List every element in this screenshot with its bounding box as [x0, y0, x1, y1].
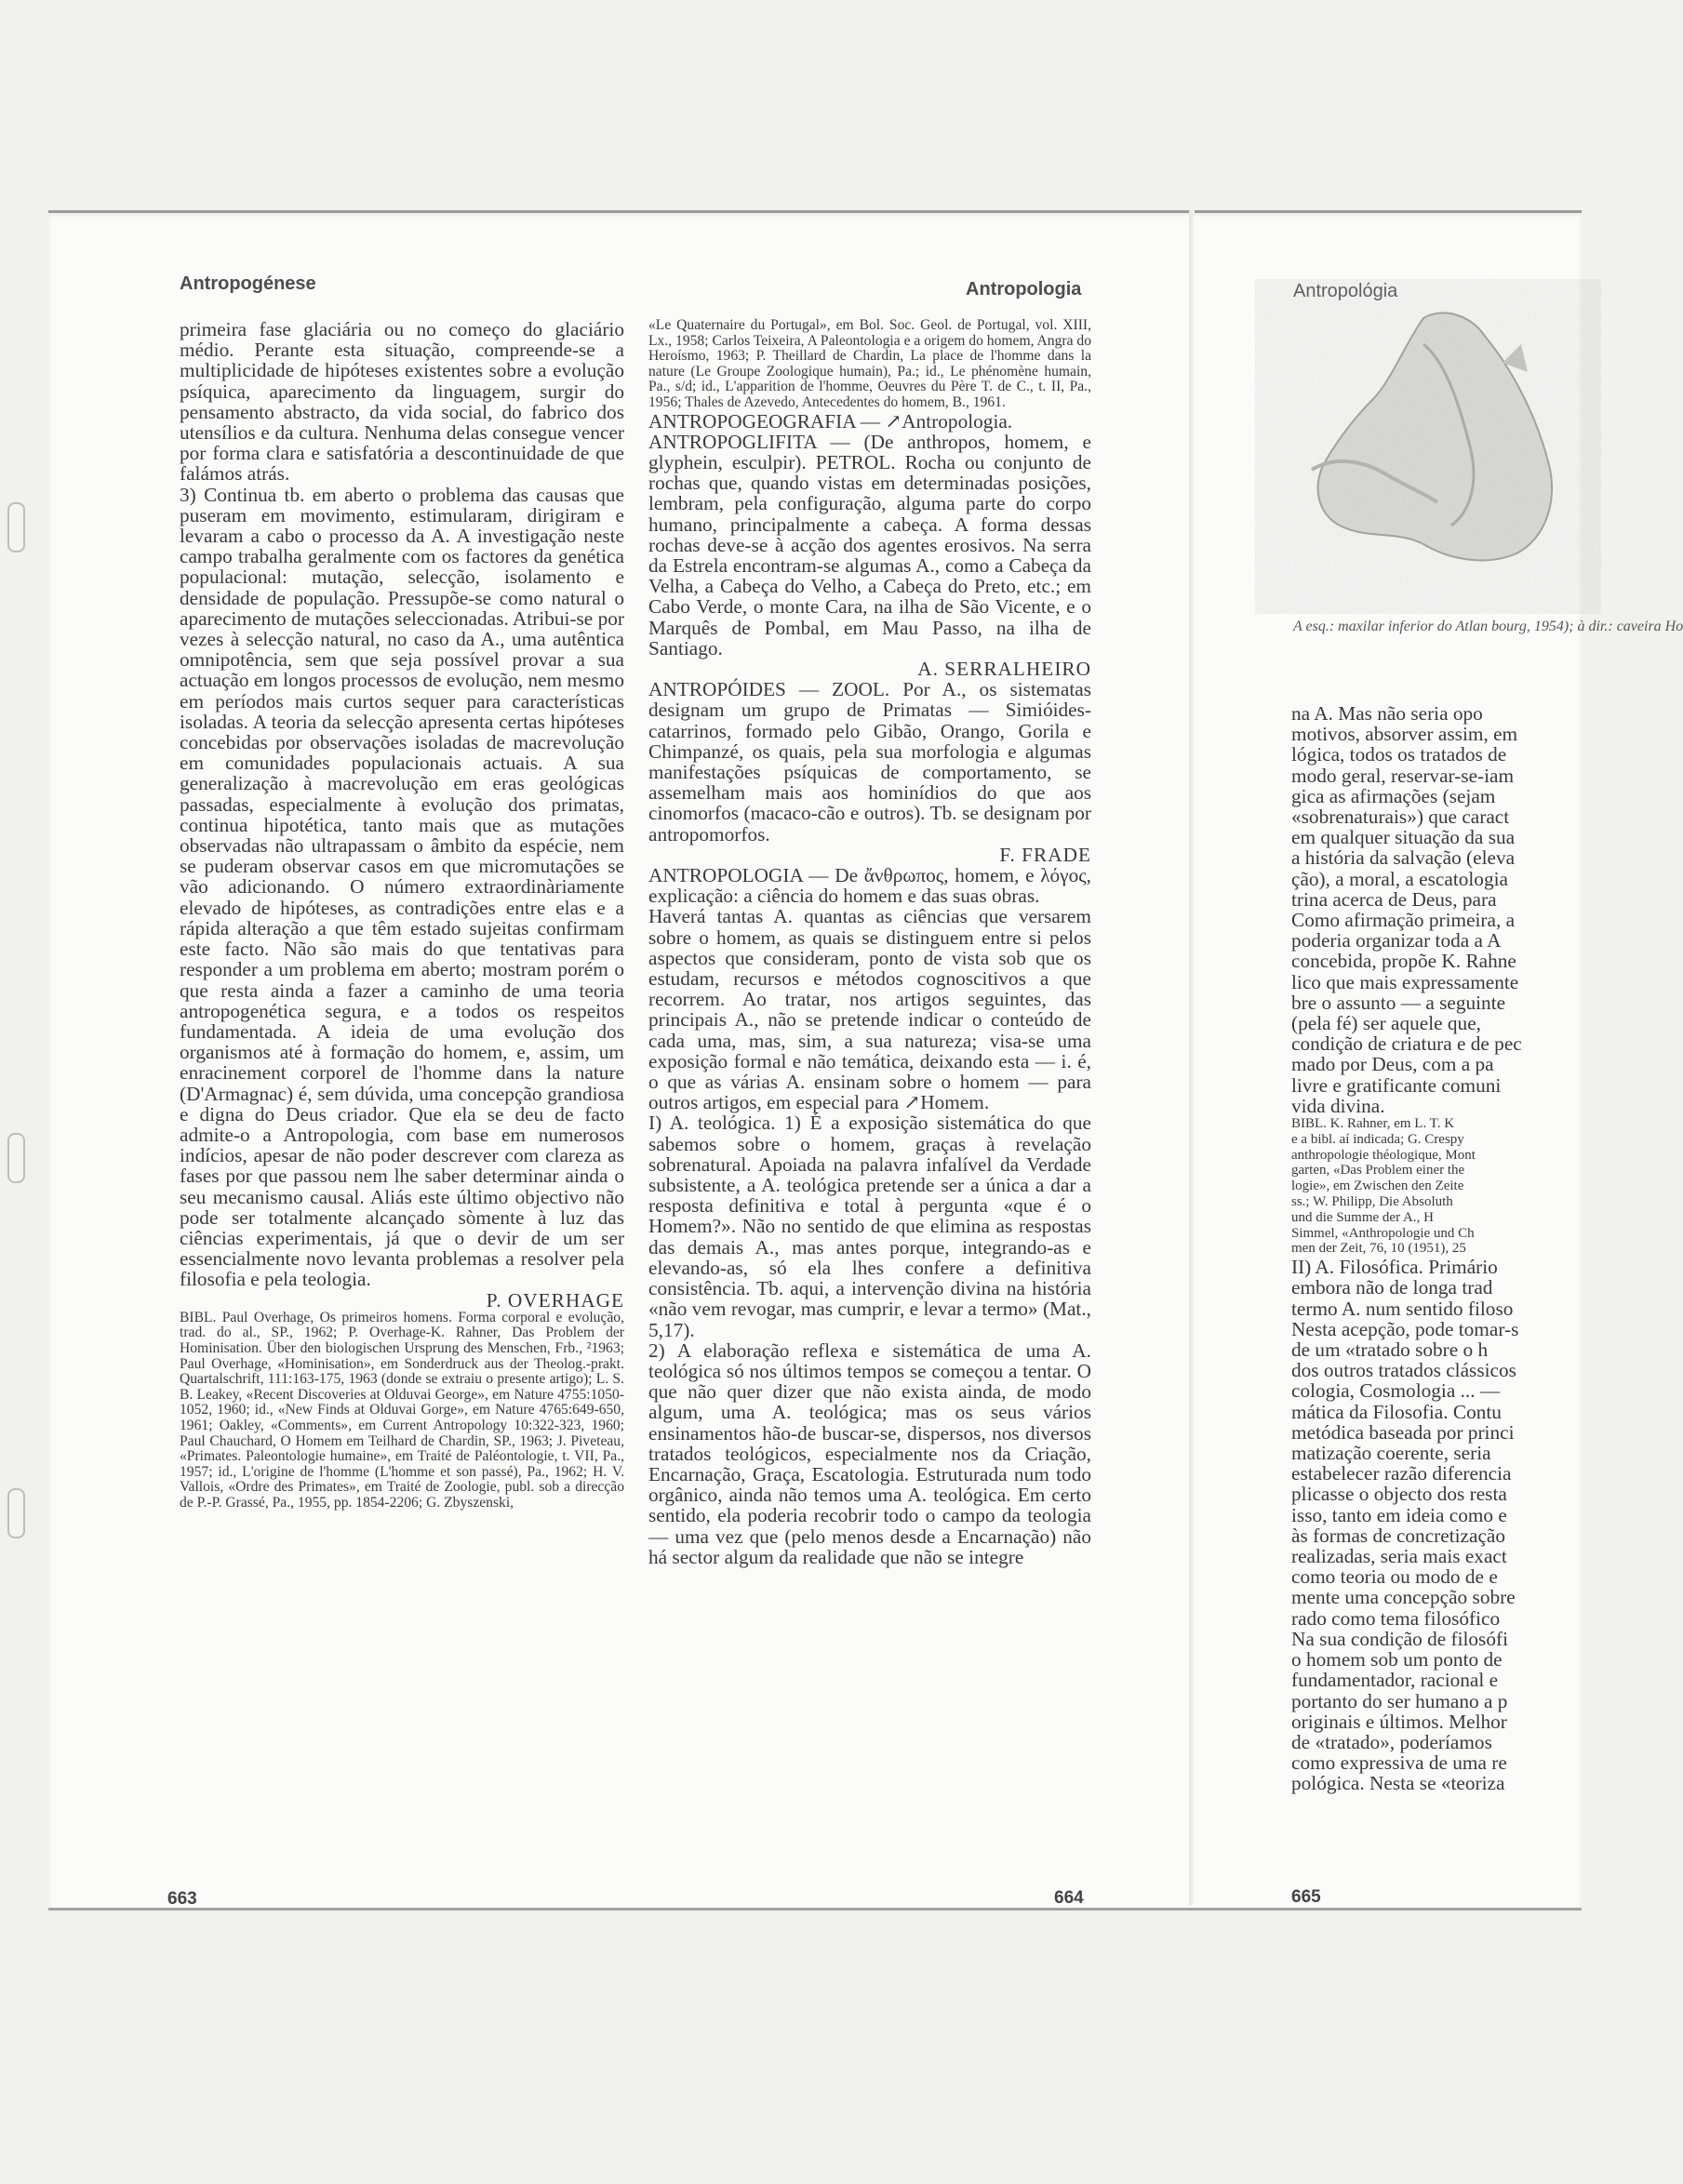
text-line: men der Zeit, 76, 10 (1951), 25: [1291, 1241, 1466, 1257]
text-line: trina acerca de Deus, para: [1291, 887, 1497, 911]
text-line: matização coerente, seria: [1291, 1442, 1491, 1465]
text-line: (pela fé) ser aquele que,: [1291, 1012, 1481, 1035]
paragraph: 2) A elaboração reflexa e sistemática de uma A. teológica só nos últimos tempos se começou a tentar. O que não quer dizer que não exista ainda, de modo algum, uma A. teológica; mas os seus vários ensinamentos hão-de buscar-se, dispersos, nos diversos tratados teológicos, especialmente nos da Criação, Encarnação, Graça, Escatologia. Estruturada num todo orgânico, ainda não temos uma A. teológica. Em certo sentido, ela poderia recobrir todo o campo da teologia — uma vez que (pelo menos desde a Encarnação) não há sector algum da realidade que não se integre: [648, 1338, 1091, 1568]
column-right: [1291, 703, 1570, 1794]
text-line: mática da Filosofia. Contu: [1291, 1400, 1502, 1423]
text-line: pológica. Nesta se «teoriza: [1291, 1772, 1505, 1795]
bibliography: «Le Quaternaire du Portugal», em Bol. Soc. Geol. de Portugal, vol. XIII, Lx., 1958; Carlos Teixeira, A Paleontologia e a origem do homem, Angra do Heroísmo, 1963; P. Theillard de Chardin, La place de l'homme dans la nature (Le Groupe Zoologique humain), Pa.; id., Le phénomène humain, Pa., s/d; id., L'apparition de l'homme, Oeuvres du Père T. de C., t. II, Pa., 1956; Thales de Azevedo, Antecedentes do homem, B., 1961.: [648, 317, 1091, 410]
text-line: portanto do ser humano a p: [1291, 1689, 1508, 1712]
author-signature: P. OVERHAGE: [486, 1288, 624, 1312]
text-line: a história da salvação (eleva: [1291, 846, 1516, 870]
page-number-right: 665: [1291, 1887, 1321, 1907]
text-line: motivos, absorver assim, em: [1291, 723, 1518, 746]
text-line: plicasse o objecto dos resta: [1291, 1483, 1507, 1506]
text-line: na A. Mas não seria opo: [1291, 702, 1483, 725]
text-line: concebida, propõe K. Rahne: [1291, 950, 1516, 973]
entry-antropologia: ANTROPOLOGIA — De ἄνθρωπος, homem, e λόγος, explicação: a ciência do homem e das suas obras.: [648, 864, 1091, 908]
text-line: realizadas, seria mais exact: [1291, 1545, 1507, 1568]
text-line: de «tratado», poderíamos: [1291, 1730, 1492, 1753]
text-line: lico que mais expressamente: [1291, 970, 1519, 993]
text-line: em qualquer situação da sua: [1291, 826, 1516, 849]
text-line: às formas de concretização: [1291, 1524, 1505, 1547]
text-line: ção), a moral, a escatologia: [1291, 867, 1508, 890]
text-line: cologia, Cosmologia ... —: [1291, 1379, 1501, 1403]
running-head-right: Antropológia: [1293, 281, 1398, 301]
paragraph: primeira fase glaciária ou no começo do glaciário médio. Perante esta situação, compreende-se a multiplicidade de hipóteses existentes sobre a evolução psíquica, aparecimento da linguagem, surgir do pensamento abstracto, da vida social, do fabrico dos utensílios e da cultura. Nenhuma delas consegue vencer por forma clara e satisfatória a descontinuidade de que falámos atrás.: [180, 318, 624, 486]
text-line: embora não de longa trad: [1291, 1276, 1493, 1299]
text-line: o homem sob um ponto de: [1291, 1648, 1503, 1671]
paragraph: Haverá tantas A. quantas as ciências que versarem sobre o homem, as quais se distinguem entre si pelos aspectos que consideram, ponto de vista sob que os estudam, recursos e métodos cognoscitivos a que recorrem. Ao tratar, nos artigos seguintes, das principais A., não se pretende indicar o conteúdo de cada uma, mas, sim, a sua natureza; visa-se uma exposição formal e não temática, deixando esta — i. é, o que as várias A. ensinam sobre o homem — para outros artigos, em especial para ↗Homem.: [648, 905, 1091, 1114]
running-head-center: Antropologia: [966, 279, 1082, 300]
column-center: [648, 318, 1091, 1567]
text-line: anthropologie théologique, Mont: [1291, 1147, 1476, 1163]
text-line: livre e gratificante comuni: [1291, 1073, 1502, 1097]
bibliography: BIBL. Paul Overhage, Os primeiros homens. Forma corporal e evolução, trad. do al., SP., 1962; P. Overhage-K. Rahner, Das Problem der Hominisation. Über den biologischen Ursprung des Menschen, Frb., ²1963; Paul Overhage, «Hominisation», em Sonderdruck aus der Theolog.-prakt. Quartalschrift, 111:163-175, 1963 (donde se extraiu o presente artigo); L. S. B. Leakey, «Recent Discoveries at Olduvai George», em Nature 4755:1050-1052, 1960; id., «New Finds at Olduvai Gorge», em Nature 4765:649-650, 1961; Oakley, «Comments», em Current Antropology 10:322-323, 1960; Paul Chauchard, O Homem em Teilhard de Chardin, SP., 1963; J. Piveteau, «Primates. Paleontologie humaine», em Traité de Paléontologie, t. VII, Pa., 1957; id., L'origine de l'homme (L'homme et son passé), Pa., 1962; H. V. Vallois, «Ordre des Primates», em Traité de Zoologie, publ. sob a direcção de P.-P. Grassé, Pa., 1955, pp. 1854-2206; G. Zbyszenski,: [180, 1309, 624, 1511]
text-line: und die Summe der A., H: [1291, 1209, 1434, 1225]
page-fold: [1189, 210, 1195, 1905]
binder-hole: [7, 1488, 25, 1538]
paragraph: 3) Continua tb. em aberto o problema das causas que puseram em movimento, estimularam, dirigiram e levaram a cabo o processo da A. A investigação neste campo trabalha geralmente com os factores da genética populacional: mutação, selecção, isolamento e densidade de população. Pressupõe-se como natural o aparecimento de mutações seleccionadas. Atribui-se por vezes à selecção natural, no caso da A., uma autêntica omnipotência, sem que seja possível provar a sua actuação em longos processos de evolução, nem mesmo em períodos mais curtos sequer para características isoladas. A teoria da selecção apresenta certas hipóteses concebidas por observações isoladas de macrevolução em comunidades populacionais actuais. A sua generalização à macrevolução em eras geológicas passadas, especialmente à evolução dos primatas, continua hipotética, tanto mais que as mutações observadas não ultrapassam o âmbito da espécie, nem se puderam observar casos em que micromutações se vão adicionando. O número extraordinàriamente elevado de hipóteses, as contradições entre elas e a rápida alteração a que têm estado sujeitas confirmam este facto. Não são mais do que tentativas para responder a um problema em aberto; mostram porém o que resta ainda a fazer a caminho de uma teoria antropogenética segura, e a todos os respeitos fundamentada. A ideia de uma evolução dos organismos até à formação do homem, e, assim, um enracinement corporel de l'homme dans la nature (D'Armagnac) é, sem dúvida, uma concepção grandiosa e digna do Deus criador. Que ela se deu de facto admite-o a Antropologia, com base em numerosos indícios, apesar de não poder descrever com clareza as fases por que passou nem lhe saber determinar ainda o seu mecanismo causal. Aliás este último objectivo não pode ser totalmente alcançado sòmente à luz das ciências experimentais, já que o devir de um ser essencialmente novo levanta problemas a resolver pela filosofia e pela teologia.: [180, 483, 624, 1291]
text-line: mado por Deus, com a pa: [1291, 1053, 1494, 1076]
text-line: dos outros tratados clássicos: [1291, 1359, 1516, 1382]
text-line: termo A. num sentido filoso: [1291, 1297, 1514, 1320]
text-line: Na sua condição de filosófi: [1291, 1627, 1509, 1650]
text-line: poderia organizar toda a A: [1291, 929, 1502, 952]
text-line: mente uma concepção sobre: [1291, 1586, 1516, 1609]
text-line: ss.; W. Philipp, Die Absoluth: [1291, 1194, 1453, 1210]
text-line: como teoria ou modo de e: [1291, 1565, 1498, 1589]
text-line: rado como tema filosófico: [1291, 1606, 1501, 1630]
binder-hole: [7, 502, 25, 553]
binder-hole: [7, 1133, 25, 1183]
author-signature: F. FRADE: [999, 843, 1091, 866]
text-line: logie», em Zwischen den Zeite: [1291, 1179, 1464, 1194]
text-line: Nesta acepção, pode tomar-s: [1291, 1317, 1519, 1340]
entry-antropoides: ANTROPÓIDES — ZOOL. Por A., os sistematas designam um grupo de Primatas — Simióides-catarrinos, formado pelo Gibão, Orango, Gorila e Chimpanzé, os quais, pela sua morfologia e algumas manifestações psíquicas de comportamento, se assemelham mais aos hominídios do que aos cinomorfos (macaco-cão e outros). Tb. se designam por antropomorfos.: [648, 678, 1091, 846]
page-number-left: 663: [167, 1889, 197, 1909]
text-line: de um «tratado sobre o h: [1291, 1338, 1489, 1362]
text-line: estabelecer razão diferencia: [1291, 1462, 1512, 1485]
text-line: lógica, todos os tratados de: [1291, 743, 1507, 766]
page-number-center: 664: [1054, 1888, 1084, 1908]
figure-caption: A esq.: maxilar inferior do Atlan bourg, 1954); à dir.: caveira Ho: [1293, 619, 1683, 634]
paragraph: I) A. teológica. 1) É a exposição sistemática do que sabemos sobre o homem, graças à revelação sobrenatural. Apoiada na palavra infalível da Verdade subsistente, a A. teológica pretende ser a única a dar a resposta definitiva e total à pergunta «que é o Homem?». Não no sentido de que elimina as respostas das demais A., mas antes porque, integrando-as e elevando-as, só ela lhes confere a definitiva consistência. Tb. aqui, a intervenção divina na história «não vem revogar, mas cumprir, e levar a termo» (Mat., 5,17).: [648, 1112, 1091, 1341]
entry-antropoglifita: ANTROPOGLIFITA — (De anthropos, homem, e glyphein, esculpir). PETROL. Rocha ou conjunto de rochas que, quando vistas em determinadas posições, lembram, pela configuração, alguma parte do corpo humano, principalmente a cabeça. A forma dessas rochas deve-se à acção dos agentes erosivos. Na serra da Estrela encontram-se algumas A., como a Cabeça da Velha, a Cabeça do Velho, a Cabeça do Preto, etc.; em Cabo Verde, o monte Cara, na ilha de São Vicente, e o Marquês de Pombal, em Mau Passo, na ilha de Santiago.: [648, 430, 1091, 659]
text-line: metódica baseada por princi: [1291, 1420, 1515, 1444]
skull-fossil-image: [1284, 307, 1572, 586]
text-line: II) A. Filosófica. Primário: [1291, 1256, 1498, 1279]
text-line: Simmel, «Anthropologie und Ch: [1291, 1225, 1475, 1241]
running-head-left: Antropogénese: [180, 273, 316, 294]
text-line: Como afirmação primeira, a: [1291, 909, 1516, 932]
text-line: garten, «Das Problem einer the: [1291, 1163, 1465, 1179]
text-line: «sobrenaturais») que caract: [1291, 806, 1510, 829]
text-line: BIBL. K. Rahner, em L. T. K: [1291, 1116, 1455, 1132]
text-line: condição de criatura e de pec: [1291, 1032, 1522, 1056]
text-line: fundamentador, racional e: [1291, 1669, 1499, 1692]
text-line: vida divina.: [1291, 1094, 1385, 1117]
text-line: isso, tanto em ideia como e: [1291, 1503, 1507, 1526]
text-line: modo geral, reservar-se-iam: [1291, 764, 1515, 787]
entry-antropogeografia: ANTROPOGEOGRAFIA — ↗Antropologia.: [648, 409, 1013, 433]
text-line: como expressiva de uma re: [1291, 1751, 1507, 1775]
text-line: originais e últimos. Melhor: [1291, 1710, 1507, 1733]
column-left: [180, 319, 624, 1511]
author-signature: A. SERRALHEIRO: [917, 658, 1091, 680]
text-line: gica as afirmações (sejam: [1291, 784, 1496, 807]
text-line: bre o assunto — a seguinte: [1291, 991, 1506, 1014]
text-line: e a bibl. aí indicada; G. Crespy: [1291, 1131, 1464, 1147]
